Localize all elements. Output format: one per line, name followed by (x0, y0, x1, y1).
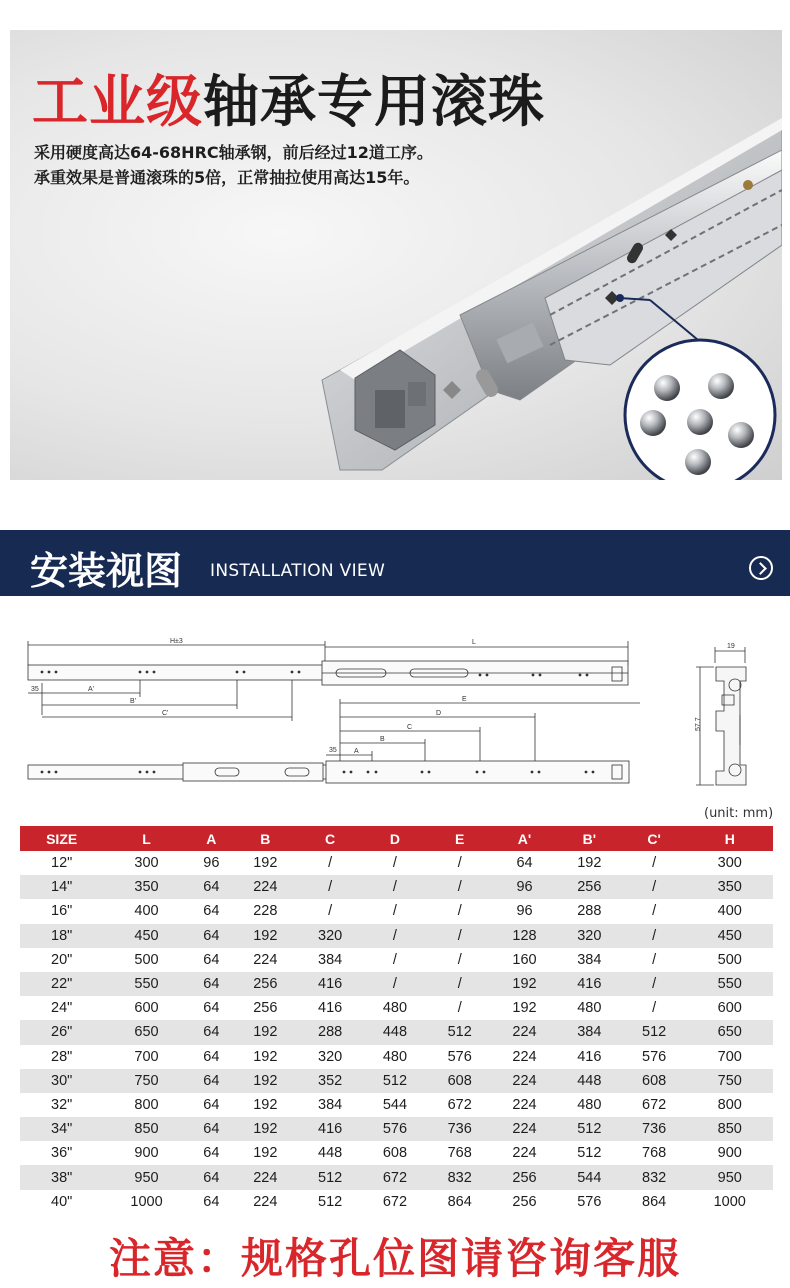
table-cell: 800 (687, 1093, 774, 1117)
table-cell: 288 (298, 1020, 363, 1044)
table-cell: 850 (103, 1117, 189, 1141)
hero-desc-line-2: 承重效果是普通滚珠的5倍，正常抽拉使用高达15年。 (34, 168, 420, 187)
table-cell: 384 (298, 948, 363, 972)
table-cell: 256 (492, 1190, 557, 1214)
table-cell: / (622, 996, 687, 1020)
table-cell: 64 (190, 948, 233, 972)
table-cell: 64 (190, 1093, 233, 1117)
dim-b-label: B (380, 736, 385, 743)
table-cell: 64 (190, 1069, 233, 1093)
table-cell: 16" (20, 899, 103, 923)
table-cell: / (427, 996, 492, 1020)
header-e: E (427, 826, 492, 851)
table-cell: 864 (622, 1190, 687, 1214)
table-cell: 288 (557, 899, 622, 923)
table-cell: / (298, 851, 363, 875)
header-b: B (233, 826, 298, 851)
table-cell: 576 (427, 1045, 492, 1069)
circle-chevron-right-icon[interactable] (749, 556, 773, 580)
dim-19-label: 19 (727, 643, 735, 650)
table-cell: 224 (233, 1190, 298, 1214)
table-cell: 1000 (687, 1190, 774, 1214)
dim-c-prime-label: C' (162, 710, 169, 717)
table-row (20, 1069, 773, 1093)
table-cell: 224 (492, 1141, 557, 1165)
header-b-prime: B' (557, 826, 622, 851)
table-header-row (20, 826, 773, 851)
table-cell: 700 (687, 1045, 774, 1069)
table-cell: 192 (233, 1045, 298, 1069)
table-cell: 384 (557, 1020, 622, 1044)
table-cell: 416 (298, 996, 363, 1020)
hero-title (32, 58, 545, 138)
table-cell: 224 (492, 1020, 557, 1044)
hero-section (10, 30, 782, 480)
table-cell: 224 (233, 948, 298, 972)
table-cell: / (622, 899, 687, 923)
table-cell: 228 (233, 899, 298, 923)
table-cell: 480 (363, 1045, 428, 1069)
header-d: D (363, 826, 428, 851)
table-cell: 608 (427, 1069, 492, 1093)
table-cell: 64 (190, 972, 233, 996)
table-cell: 96 (190, 851, 233, 875)
table-cell: 40" (20, 1190, 103, 1214)
table-cell: / (363, 899, 428, 923)
header-h: H (687, 826, 774, 851)
table-cell: 64 (190, 924, 233, 948)
table-cell: 576 (363, 1117, 428, 1141)
table-cell: 38" (20, 1165, 103, 1189)
table-cell: 300 (687, 851, 774, 875)
dim-b-prime-label: B' (130, 698, 137, 705)
table-cell: 64 (190, 875, 233, 899)
table-cell: 416 (298, 1117, 363, 1141)
table-cell: 192 (233, 851, 298, 875)
dim-a-label: A (354, 748, 359, 755)
table-cell: 256 (233, 972, 298, 996)
table-row (20, 1165, 773, 1189)
table-cell: 512 (427, 1020, 492, 1044)
table-cell: 224 (492, 1045, 557, 1069)
dim-l-label: L (472, 639, 476, 646)
table-cell: 192 (233, 1020, 298, 1044)
unit-label: (unit: mm) (704, 806, 774, 821)
table-cell: 512 (298, 1190, 363, 1214)
table-cell: 256 (492, 1165, 557, 1189)
table-cell: / (363, 851, 428, 875)
table-cell: 1000 (103, 1190, 189, 1214)
table-cell: 832 (622, 1165, 687, 1189)
table-cell: 192 (233, 1093, 298, 1117)
table-cell: 18" (20, 924, 103, 948)
table-cell: 416 (557, 1045, 622, 1069)
table-cell: 480 (557, 996, 622, 1020)
table-cell: 350 (103, 875, 189, 899)
table-cell: / (363, 948, 428, 972)
table-cell: 64 (190, 996, 233, 1020)
table-cell: / (363, 972, 428, 996)
table-cell: 500 (687, 948, 774, 972)
header-size: SIZE (20, 826, 103, 851)
table-row (20, 948, 773, 972)
table-cell: 256 (557, 875, 622, 899)
table-cell: 512 (557, 1117, 622, 1141)
dim-d-label: D (436, 710, 442, 717)
table-cell: 320 (298, 1045, 363, 1069)
table-cell: 650 (687, 1020, 774, 1044)
table-cell: / (427, 972, 492, 996)
table-cell: 12" (20, 851, 103, 875)
table-cell: 64 (190, 1165, 233, 1189)
installation-view-banner (0, 530, 790, 596)
table-cell: / (427, 851, 492, 875)
table-row (20, 1117, 773, 1141)
table-cell: 128 (492, 924, 557, 948)
table-cell: 64 (492, 851, 557, 875)
table-cell: 832 (427, 1165, 492, 1189)
table-cell: 750 (103, 1069, 189, 1093)
table-cell: 224 (492, 1069, 557, 1093)
table-cell: 448 (298, 1141, 363, 1165)
table-cell: 500 (103, 948, 189, 972)
hero-title-highlight: 工业级 (32, 70, 203, 135)
header-c-prime: C' (622, 826, 687, 851)
table-cell: 14" (20, 875, 103, 899)
table-cell: 400 (687, 899, 774, 923)
table-cell: 256 (233, 996, 298, 1020)
table-row (20, 996, 773, 1020)
table-cell: 576 (557, 1190, 622, 1214)
table-cell: 224 (233, 875, 298, 899)
dim-c-label: C (407, 724, 413, 731)
table-cell: 700 (103, 1045, 189, 1069)
table-cell: 608 (363, 1141, 428, 1165)
table-row (20, 1093, 773, 1117)
table-cell: 672 (363, 1165, 428, 1189)
table-cell: 64 (190, 1045, 233, 1069)
dim-e-label: E (462, 696, 467, 703)
notice-text: 注意：规格孔位图请咨询客服 (108, 1234, 681, 1283)
table-cell: 192 (233, 924, 298, 948)
table-cell: / (427, 875, 492, 899)
table-cell: 300 (103, 851, 189, 875)
table-row (20, 972, 773, 996)
table-cell: / (622, 972, 687, 996)
dim-h-label: H±3 (170, 638, 183, 645)
table-cell: 450 (103, 924, 189, 948)
table-cell: 600 (103, 996, 189, 1020)
table-cell: 448 (363, 1020, 428, 1044)
table-cell: 24" (20, 996, 103, 1020)
table-cell: 224 (492, 1093, 557, 1117)
hero-description (34, 140, 433, 190)
table-row (20, 1141, 773, 1165)
table-cell: 768 (622, 1141, 687, 1165)
table-cell: 672 (363, 1190, 428, 1214)
table-cell: 550 (687, 972, 774, 996)
table-cell: 480 (363, 996, 428, 1020)
table-cell: / (363, 875, 428, 899)
table-cell: 600 (687, 996, 774, 1020)
table-cell: 64 (190, 1190, 233, 1214)
table-cell: 34" (20, 1117, 103, 1141)
table-cell: 26" (20, 1020, 103, 1044)
table-row (20, 875, 773, 899)
table-cell: 384 (557, 948, 622, 972)
banner-title-cn: 安装视图 (30, 548, 183, 593)
table-cell: 650 (103, 1020, 189, 1044)
table-cell: 450 (687, 924, 774, 948)
table-cell: 64 (190, 899, 233, 923)
header-c: C (298, 826, 363, 851)
table-cell: 192 (233, 1141, 298, 1165)
table-cell: 864 (427, 1190, 492, 1214)
table-cell: 850 (687, 1117, 774, 1141)
table-cell: 160 (492, 948, 557, 972)
table-cell: 96 (492, 875, 557, 899)
table-cell: 672 (427, 1093, 492, 1117)
table-row (20, 851, 773, 875)
table-cell: 192 (492, 996, 557, 1020)
table-cell: 224 (492, 1117, 557, 1141)
table-cell: 672 (622, 1093, 687, 1117)
table-cell: 512 (622, 1020, 687, 1044)
table-cell: 480 (557, 1093, 622, 1117)
table-cell: 192 (492, 972, 557, 996)
table-cell: 512 (363, 1069, 428, 1093)
hero-desc-line-1: 采用硬度高达64-68HRC轴承钢，前后经过12道工序。 (34, 143, 433, 162)
header-a: A (190, 826, 233, 851)
table-cell: 384 (298, 1093, 363, 1117)
table-cell: 512 (557, 1141, 622, 1165)
table-body (20, 851, 773, 1214)
table-cell: / (622, 924, 687, 948)
table-cell: 64 (190, 1141, 233, 1165)
table-row (20, 1020, 773, 1044)
table-cell: 20" (20, 948, 103, 972)
header-a-prime: A' (492, 826, 557, 851)
dim-57-7-label: 57.7 (695, 717, 702, 731)
dim-a-prime-label: A' (88, 686, 95, 693)
table-cell: 320 (298, 924, 363, 948)
table-cell: / (298, 875, 363, 899)
table-cell: 352 (298, 1069, 363, 1093)
table-cell: 22" (20, 972, 103, 996)
table-cell: 950 (687, 1165, 774, 1189)
table-row (20, 1190, 773, 1214)
table-cell: 736 (427, 1117, 492, 1141)
table-cell: / (622, 948, 687, 972)
installation-diagram (0, 625, 790, 805)
table-cell: / (298, 899, 363, 923)
table-cell: 400 (103, 899, 189, 923)
table-cell: 550 (103, 972, 189, 996)
table-cell: 768 (427, 1141, 492, 1165)
table-cell: 30" (20, 1069, 103, 1093)
table-cell: 64 (190, 1117, 233, 1141)
table-cell: 32" (20, 1093, 103, 1117)
size-spec-table (20, 826, 773, 1214)
table-cell: 750 (687, 1069, 774, 1093)
table-cell: 800 (103, 1093, 189, 1117)
table-row (20, 924, 773, 948)
table-cell: 192 (233, 1117, 298, 1141)
table-row (20, 1045, 773, 1069)
table-cell: 512 (298, 1165, 363, 1189)
table-cell: 900 (103, 1141, 189, 1165)
table-cell: 608 (622, 1069, 687, 1093)
table-cell: / (363, 924, 428, 948)
table-cell: 36" (20, 1141, 103, 1165)
dim-35-top-label: 35 (31, 686, 39, 693)
table-cell: 416 (298, 972, 363, 996)
hero-title-rest: 轴承专用滚珠 (203, 70, 545, 135)
table-cell: / (427, 948, 492, 972)
table-cell: 416 (557, 972, 622, 996)
header-l: L (103, 826, 189, 851)
table-cell: / (622, 851, 687, 875)
table-cell: / (622, 875, 687, 899)
table-cell: / (427, 924, 492, 948)
table-cell: 96 (492, 899, 557, 923)
table-cell: 448 (557, 1069, 622, 1093)
table-cell: 64 (190, 1020, 233, 1044)
table-cell: 28" (20, 1045, 103, 1069)
table-cell: 576 (622, 1045, 687, 1069)
table-cell: 900 (687, 1141, 774, 1165)
table-cell: 192 (557, 851, 622, 875)
table-row (20, 899, 773, 923)
table-cell: 224 (233, 1165, 298, 1189)
table-cell: 544 (557, 1165, 622, 1189)
table-cell: / (427, 899, 492, 923)
table-cell: 192 (233, 1069, 298, 1093)
table-cell: 736 (622, 1117, 687, 1141)
table-cell: 950 (103, 1165, 189, 1189)
table-cell: 544 (363, 1093, 428, 1117)
banner-title-en: INSTALLATION VIEW (210, 561, 386, 581)
dim-35-bottom-label: 35 (329, 747, 337, 754)
table-cell: 320 (557, 924, 622, 948)
table-cell: 350 (687, 875, 774, 899)
